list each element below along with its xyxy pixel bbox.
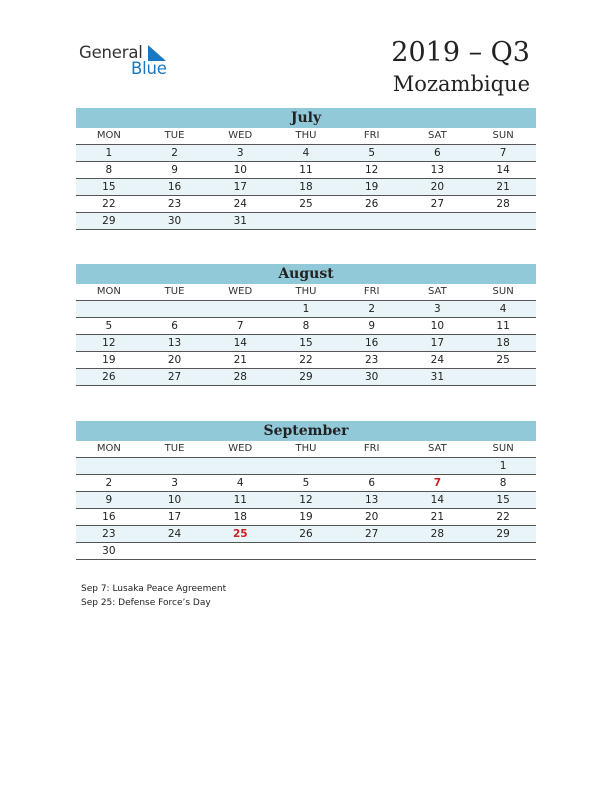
day-cell xyxy=(142,543,208,560)
day-cell: 4 xyxy=(470,301,536,318)
day-cell xyxy=(76,301,142,318)
day-cell: 9 xyxy=(76,492,142,509)
logo xyxy=(79,43,179,79)
day-cell: 17 xyxy=(142,509,208,526)
day-cell xyxy=(339,458,405,475)
month-grid xyxy=(76,284,536,386)
logo-general-text: General xyxy=(79,43,143,62)
weekday-header: MON xyxy=(76,128,142,145)
week-row xyxy=(76,162,536,179)
day-cell: 16 xyxy=(339,335,405,352)
day-cell: 20 xyxy=(405,179,471,196)
week-row xyxy=(76,179,536,196)
day-cell: 2 xyxy=(76,475,142,492)
weekday-header: TUE xyxy=(142,441,208,458)
day-cell: 16 xyxy=(76,509,142,526)
title-block xyxy=(391,36,530,98)
holiday-notes xyxy=(81,582,226,610)
day-cell: 15 xyxy=(470,492,536,509)
week-row xyxy=(76,543,536,560)
day-cell: 30 xyxy=(339,369,405,386)
weekday-header: WED xyxy=(207,284,273,301)
month-calendar xyxy=(76,108,536,230)
week-row xyxy=(76,458,536,475)
day-cell xyxy=(142,458,208,475)
week-row xyxy=(76,509,536,526)
day-cell: 7 xyxy=(470,145,536,162)
day-cell xyxy=(405,543,471,560)
day-cell: 31 xyxy=(405,369,471,386)
weekday-header: MON xyxy=(76,441,142,458)
day-cell xyxy=(273,458,339,475)
month-grid xyxy=(76,128,536,230)
day-cell: 9 xyxy=(142,162,208,179)
day-cell: 1 xyxy=(470,458,536,475)
week-row xyxy=(76,352,536,369)
weekday-header: SUN xyxy=(470,128,536,145)
week-row xyxy=(76,145,536,162)
day-cell: 17 xyxy=(207,179,273,196)
day-cell: 7 xyxy=(405,475,471,492)
day-cell: 23 xyxy=(142,196,208,213)
day-cell: 28 xyxy=(207,369,273,386)
day-cell: 27 xyxy=(339,526,405,543)
day-cell: 21 xyxy=(405,509,471,526)
day-cell: 5 xyxy=(339,145,405,162)
day-cell: 6 xyxy=(339,475,405,492)
day-cell: 10 xyxy=(405,318,471,335)
week-row xyxy=(76,196,536,213)
day-cell xyxy=(470,369,536,386)
day-cell: 22 xyxy=(76,196,142,213)
weekday-header: SAT xyxy=(405,441,471,458)
day-cell: 1 xyxy=(273,301,339,318)
day-cell: 3 xyxy=(405,301,471,318)
day-cell: 25 xyxy=(207,526,273,543)
day-cell: 18 xyxy=(470,335,536,352)
day-cell: 13 xyxy=(405,162,471,179)
month-title: September xyxy=(76,421,536,441)
day-cell xyxy=(207,543,273,560)
weekday-header: THU xyxy=(273,284,339,301)
weekday-header: SAT xyxy=(405,128,471,145)
day-cell: 2 xyxy=(142,145,208,162)
day-cell: 12 xyxy=(273,492,339,509)
day-cell: 27 xyxy=(405,196,471,213)
day-cell: 4 xyxy=(207,475,273,492)
weekday-header: FRI xyxy=(339,128,405,145)
day-cell: 22 xyxy=(470,509,536,526)
country-name: Mozambique xyxy=(392,72,530,96)
day-cell: 21 xyxy=(470,179,536,196)
page-title: 2019 – Q3 xyxy=(391,37,530,68)
day-cell xyxy=(405,213,471,230)
day-cell: 15 xyxy=(273,335,339,352)
week-row xyxy=(76,301,536,318)
day-cell: 20 xyxy=(142,352,208,369)
day-cell: 11 xyxy=(470,318,536,335)
day-cell xyxy=(470,213,536,230)
day-cell: 20 xyxy=(339,509,405,526)
day-cell xyxy=(405,458,471,475)
day-cell: 30 xyxy=(76,543,142,560)
day-cell: 19 xyxy=(76,352,142,369)
week-row xyxy=(76,492,536,509)
weekday-header: TUE xyxy=(142,284,208,301)
day-cell: 5 xyxy=(76,318,142,335)
month-calendar xyxy=(76,421,536,560)
day-cell: 14 xyxy=(405,492,471,509)
day-cell: 13 xyxy=(339,492,405,509)
day-cell: 8 xyxy=(273,318,339,335)
holiday-note: Sep 7: Lusaka Peace Agreement xyxy=(81,584,227,594)
weekday-header: SAT xyxy=(405,284,471,301)
day-cell xyxy=(273,543,339,560)
weekday-header: THU xyxy=(273,441,339,458)
weekday-header: WED xyxy=(207,128,273,145)
day-cell: 6 xyxy=(142,318,208,335)
day-cell: 10 xyxy=(207,162,273,179)
day-cell: 25 xyxy=(470,352,536,369)
day-cell: 31 xyxy=(207,213,273,230)
weekday-header: FRI xyxy=(339,441,405,458)
day-cell: 15 xyxy=(76,179,142,196)
day-cell: 25 xyxy=(273,196,339,213)
day-cell: 14 xyxy=(470,162,536,179)
day-cell: 21 xyxy=(207,352,273,369)
weekday-header: WED xyxy=(207,441,273,458)
day-cell: 18 xyxy=(207,509,273,526)
day-cell: 26 xyxy=(339,196,405,213)
weekday-header: SUN xyxy=(470,284,536,301)
day-cell xyxy=(207,301,273,318)
day-cell: 30 xyxy=(142,213,208,230)
week-row xyxy=(76,369,536,386)
weekday-header: MON xyxy=(76,284,142,301)
day-cell: 24 xyxy=(207,196,273,213)
day-cell: 23 xyxy=(339,352,405,369)
day-cell: 28 xyxy=(405,526,471,543)
weekday-header: THU xyxy=(273,128,339,145)
day-cell: 5 xyxy=(273,475,339,492)
day-cell: 17 xyxy=(405,335,471,352)
day-cell: 3 xyxy=(142,475,208,492)
day-cell xyxy=(76,458,142,475)
day-cell: 19 xyxy=(273,509,339,526)
weekday-header: FRI xyxy=(339,284,405,301)
day-cell: 1 xyxy=(76,145,142,162)
day-cell: 24 xyxy=(142,526,208,543)
day-cell: 29 xyxy=(273,369,339,386)
month-title: July xyxy=(76,108,536,128)
day-cell xyxy=(207,458,273,475)
day-cell: 3 xyxy=(207,145,273,162)
day-cell: 28 xyxy=(470,196,536,213)
day-cell xyxy=(273,213,339,230)
day-cell: 6 xyxy=(405,145,471,162)
day-cell: 11 xyxy=(273,162,339,179)
week-row xyxy=(76,318,536,335)
holiday-note: Sep 25: Defense Force’s Day xyxy=(81,598,211,608)
day-cell: 8 xyxy=(470,475,536,492)
weekday-header: SUN xyxy=(470,441,536,458)
day-cell: 24 xyxy=(405,352,471,369)
day-cell xyxy=(142,301,208,318)
week-row xyxy=(76,475,536,492)
day-cell: 2 xyxy=(339,301,405,318)
day-cell: 14 xyxy=(207,335,273,352)
month-title: August xyxy=(76,264,536,284)
day-cell xyxy=(470,543,536,560)
day-cell: 23 xyxy=(76,526,142,543)
day-cell: 29 xyxy=(76,213,142,230)
logo-blue-text: Blue xyxy=(131,59,167,78)
day-cell: 7 xyxy=(207,318,273,335)
day-cell: 27 xyxy=(142,369,208,386)
week-row xyxy=(76,526,536,543)
day-cell xyxy=(339,213,405,230)
day-cell: 10 xyxy=(142,492,208,509)
day-cell: 12 xyxy=(339,162,405,179)
day-cell: 12 xyxy=(76,335,142,352)
day-cell: 9 xyxy=(339,318,405,335)
weekday-header: TUE xyxy=(142,128,208,145)
day-cell: 4 xyxy=(273,145,339,162)
day-cell: 18 xyxy=(273,179,339,196)
day-cell: 11 xyxy=(207,492,273,509)
day-cell: 26 xyxy=(76,369,142,386)
month-grid xyxy=(76,441,536,560)
day-cell: 8 xyxy=(76,162,142,179)
day-cell: 22 xyxy=(273,352,339,369)
week-row xyxy=(76,213,536,230)
day-cell: 19 xyxy=(339,179,405,196)
day-cell xyxy=(339,543,405,560)
day-cell: 13 xyxy=(142,335,208,352)
week-row xyxy=(76,335,536,352)
day-cell: 16 xyxy=(142,179,208,196)
day-cell: 29 xyxy=(470,526,536,543)
day-cell: 26 xyxy=(273,526,339,543)
month-calendar xyxy=(76,264,536,386)
